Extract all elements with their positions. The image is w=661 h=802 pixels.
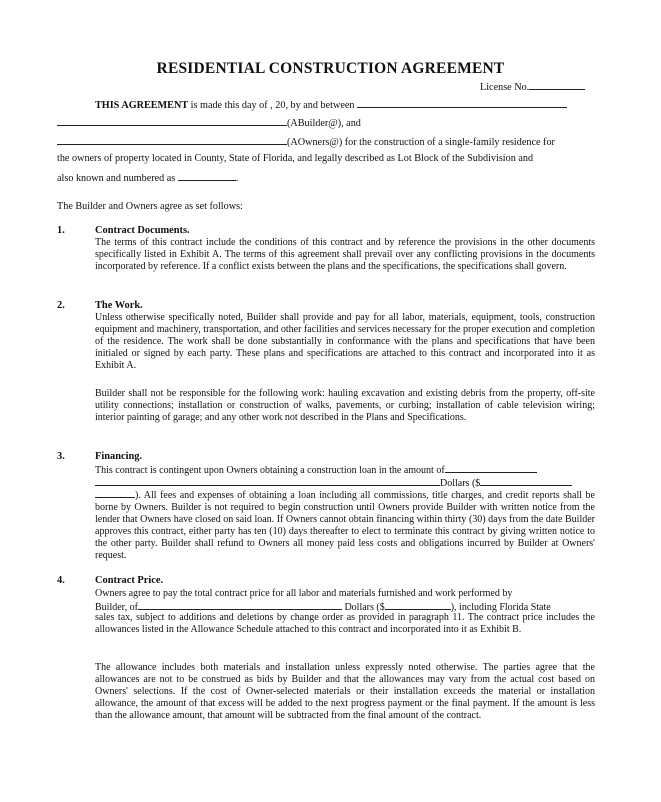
price-paragraph-2: The allowance includes both materials and installation unless expressly noted otherwise. The parties agree that the allowances are not to be construed as bids by Builder and that the allowances may vary from the actual cost based on Owners' selections. If the cost of Owner-selected materials or their installation exceeds the material or installation allowance, the amount of that excess will be added to the next progress payment or the final payment. If the amount is less than the allowance amount, that amount will be subtracted from the final amount of the contract. — [95, 662, 595, 722]
intro-line-3 — [57, 135, 555, 149]
financing-paragraph-text: ). All fees and expenses of obtaining a loan including all commissions, title charges, and credit reports shall be borne by Owners. Builder is not required to begin construction until Owners provide Builder with written notice from the lender that Owners have closed on said loan. If Owners cannot obtain financing within thirty (30) days from the date Builder approves this contract, either party has ten (10) days thereafter to elect to terminate this contract by giving written notice to the other party. Builder shall refund to Owners all money paid less costs and obligations incurred by Builder at Owners' request. — [95, 490, 595, 562]
intro-line-5 — [57, 171, 238, 185]
intro-line-1 — [95, 98, 567, 112]
agree-text: The Builder and Owners agree as set follows: — [57, 201, 243, 212]
party-blank-1[interactable] — [357, 98, 567, 108]
dollars-label: Dollars ($ — [440, 478, 481, 489]
builder-name-blank[interactable] — [57, 116, 287, 126]
section-1-heading: Contract Documents. — [95, 225, 190, 236]
loan-amount-blank[interactable] — [445, 463, 537, 473]
financing-line-1-text: This contract is contingent upon Owners obtaining a construction loan in the amount of — [95, 465, 445, 476]
agreement-bold-text: THIS AGREEMENT — [95, 100, 189, 111]
section-3-number: 3. — [57, 451, 65, 462]
address-prefix: also known and numbered as — [57, 173, 176, 184]
intro-line-1-text: is made this day of , 20, by and between — [190, 100, 355, 111]
price-tax-label: ), including Florida State — [450, 602, 551, 613]
license-blank[interactable] — [529, 80, 585, 90]
loan-figures-blank-cont[interactable] — [95, 488, 135, 498]
address-suffix: . — [235, 173, 239, 184]
section-4-heading: Contract Price. — [95, 575, 164, 586]
price-dollars-label: Dollars ($ — [344, 602, 385, 613]
owners-label: (AOwners@) for the construction of a single-family residence for — [287, 137, 555, 148]
section-2-paragraph-2: Builder shall not be responsible for the following work: hauling excavation and existing debris from the property, off-site utility connections; installation or construction of walks, pavements, or curbing; installation of cable television wiring; interior painting of garage; and any other work not described in the Plans and Specifications. — [95, 388, 595, 424]
section-2-paragraph-1: Unless otherwise specifically noted, Builder shall provide and pay for all labor, materials, equipment, tools, construction equipment and machinery, transportation, and other facilities and services necessary for the proper execution and completion of the residence. The work shall be done substantially in conformance with the plans and specifications that have been initialed or signed by each party. These plans and specifications are attached to this contract and incorporated into it as Exhibit A. — [95, 312, 595, 372]
price-builder-label: Builder, of — [95, 602, 138, 613]
section-3-heading: Financing. — [95, 451, 143, 462]
loan-words-blank[interactable] — [95, 476, 440, 486]
section-1-paragraph: The terms of this contract include the conditions of this contract and by reference the provisions in the other documents specifically listed in Exhibit A. The terms of this agreement shall prevail over any conflicting provisions in the documents incorporated by reference. If a conflict exists between the plans and the specifications, the specifications shall govern. — [95, 237, 595, 273]
intro-line-4: the owners of property located in County, State of Florida, and legally described as Lot Block of the Subdivision and — [57, 153, 534, 164]
address-blank[interactable] — [178, 171, 236, 181]
section-1-number: 1. — [57, 225, 65, 236]
owners-name-blank[interactable] — [57, 135, 287, 145]
builder-label: (ABuilder@), and — [287, 118, 361, 129]
document-title: RESIDENTIAL CONSTRUCTION AGREEMENT — [156, 60, 505, 77]
section-2-heading: The Work. — [95, 300, 143, 311]
price-words-blank[interactable] — [138, 600, 342, 610]
intro-line-2 — [57, 116, 361, 130]
loan-figures-blank[interactable] — [480, 476, 572, 486]
price-paragraph-1: sales tax, subject to additions and deletions by change order as provided in paragraph 11. The contract price includes the allowances listed in the Allowance Schedule attached to this contract and incorporated into it as Exhibit B. — [95, 612, 595, 636]
license-label: License No. — [480, 82, 530, 93]
section-4-number: 4. — [57, 575, 65, 586]
price-figures-blank[interactable] — [385, 600, 451, 610]
price-line-1: Owners agree to pay the total contract price for all labor and materials furnished and work performed by — [95, 588, 513, 599]
license-line — [480, 80, 585, 94]
financing-line-1 — [95, 463, 537, 477]
financing-paragraph — [95, 488, 595, 563]
section-2-number: 2. — [57, 300, 65, 311]
